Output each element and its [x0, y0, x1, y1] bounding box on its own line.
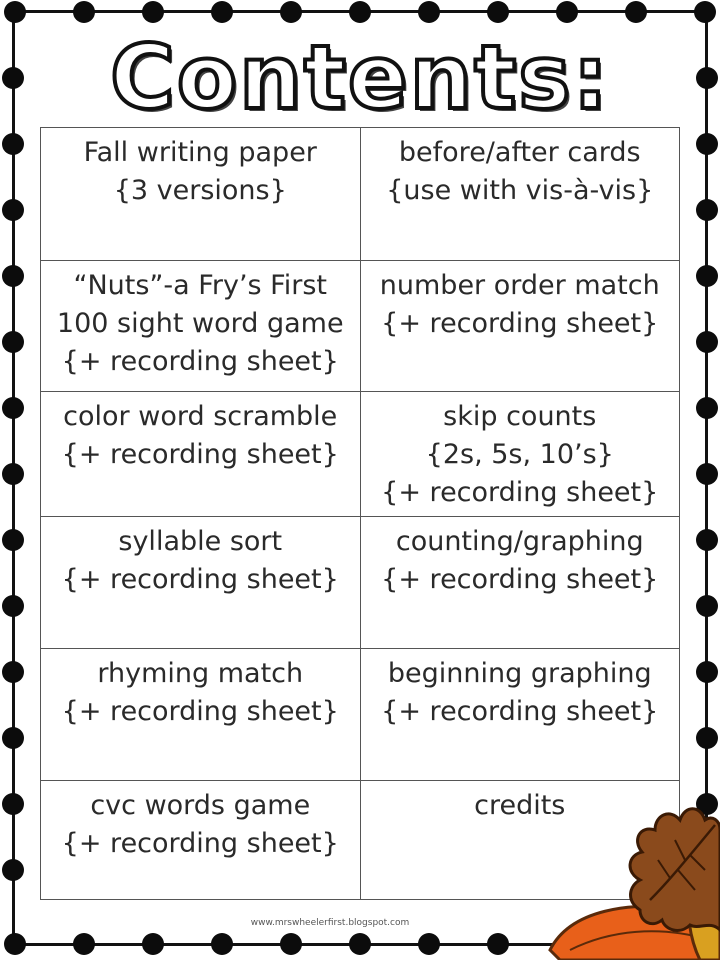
table-row [41, 392, 680, 517]
table-cell: credits [360, 781, 680, 900]
footer-url: www.mrswheelerfirst.blogspot.com [250, 918, 410, 928]
table-cell: beginning graphing {+ recording sheet} [360, 649, 680, 781]
border-dot [696, 199, 718, 221]
brown-leaf-icon [630, 809, 720, 931]
border-dot [280, 1, 302, 23]
table-cell: Fall writing paper {3 versions} [41, 128, 361, 261]
border-dot [418, 933, 440, 955]
border-dot [487, 933, 509, 955]
border-dot [418, 1, 440, 23]
table-row [41, 517, 680, 649]
border-dot [73, 933, 95, 955]
border-dot [2, 661, 24, 683]
table-cell: number order match {+ recording sheet} [360, 261, 680, 392]
border-dot [696, 463, 718, 485]
table-cell: counting/graphing {+ recording sheet} [360, 517, 680, 649]
border-dot [142, 1, 164, 23]
border-dot [2, 397, 24, 419]
border-dot [211, 933, 233, 955]
table-cell: syllable sort {+ recording sheet} [41, 517, 361, 649]
border-dot [142, 933, 164, 955]
border-dot [211, 1, 233, 23]
border-dot [2, 331, 24, 353]
border-dot [696, 661, 718, 683]
border-dot [696, 727, 718, 749]
table-row [41, 261, 680, 392]
table-cell: cvc words game {+ recording sheet} [41, 781, 361, 900]
border-dot [349, 1, 371, 23]
autumn-leaves-icon [540, 760, 720, 960]
table-cell: “Nuts”-a Fry’s First 100 sight word game {+ recording sheet} [41, 261, 361, 392]
border-dot [2, 463, 24, 485]
border-dot [556, 1, 578, 23]
border-dot [2, 133, 24, 155]
border-dot [2, 595, 24, 617]
border-dot [696, 133, 718, 155]
table-row [41, 128, 680, 261]
border-dot [280, 933, 302, 955]
border-dot [625, 1, 647, 23]
border-dot [696, 397, 718, 419]
border-dot [73, 1, 95, 23]
border-dot [696, 265, 718, 287]
border-dot [696, 595, 718, 617]
border-dot [694, 1, 716, 23]
table-cell: before/after cards {use with vis-à-vis} [360, 128, 680, 261]
table-cell: rhyming match {+ recording sheet} [41, 649, 361, 781]
border-dot [2, 265, 24, 287]
border-dot [2, 529, 24, 551]
table-cell: skip counts {2s, 5s, 10’s} {+ recording sheet} [360, 392, 680, 517]
border-dot [4, 1, 26, 23]
border-dot [2, 793, 24, 815]
page-title: Contents: [110, 26, 610, 129]
border-dot [696, 331, 718, 353]
border-dot [696, 529, 718, 551]
border-dot [487, 1, 509, 23]
border-dot [2, 727, 24, 749]
border-dot [2, 859, 24, 881]
border-dot [4, 933, 26, 955]
table-cell: color word scramble {+ recording sheet} [41, 392, 361, 517]
border-dot [349, 933, 371, 955]
border-dot [2, 199, 24, 221]
